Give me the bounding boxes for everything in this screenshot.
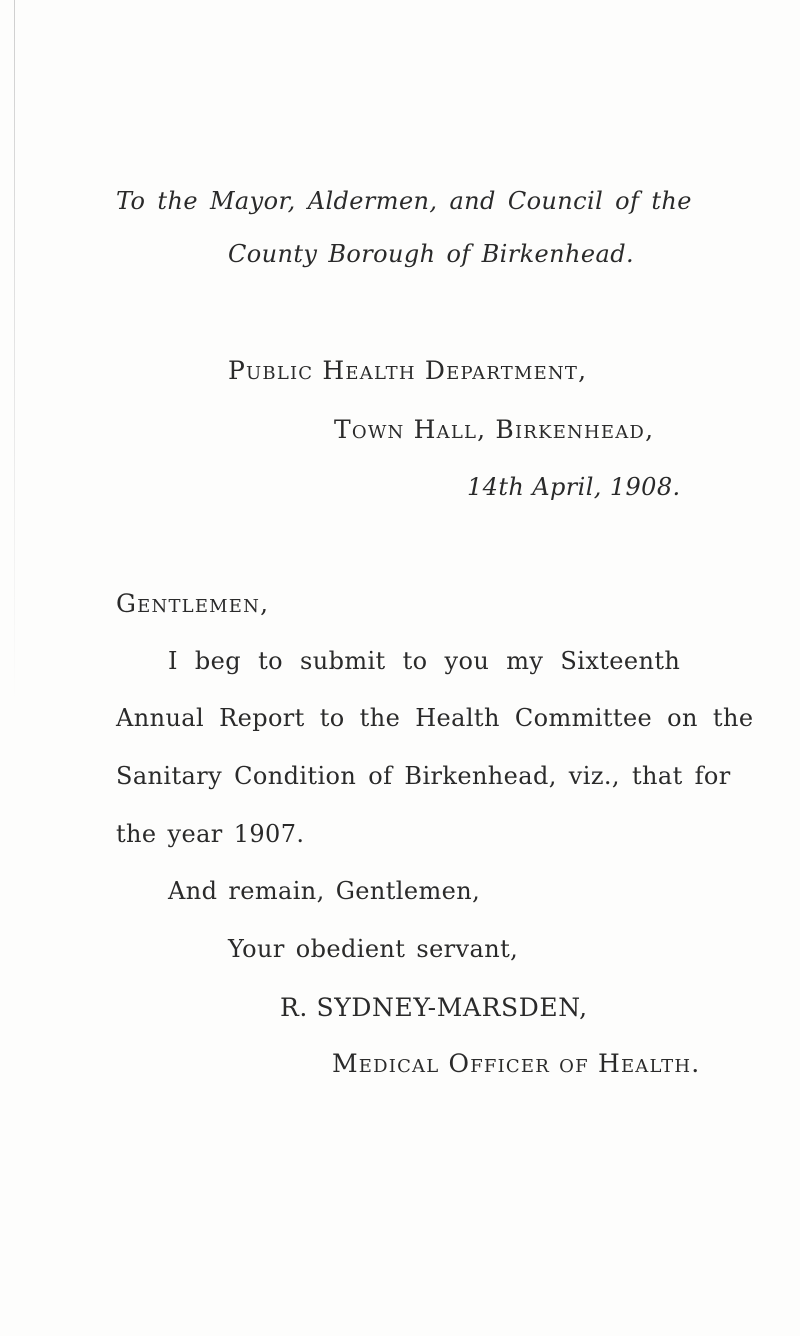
page-edge-shadow xyxy=(14,0,15,700)
address-line: Town Hall, Birkenhead, xyxy=(334,415,655,444)
closing-line-1: And remain, Gentlemen, xyxy=(168,877,481,905)
signature: R. SYDNEY-MARSDEN, xyxy=(280,993,588,1022)
signatory-title: Medical Officer of Health. xyxy=(332,1049,701,1078)
salutation: Gentlemen, xyxy=(116,589,270,618)
closing-line-2: Your obedient servant, xyxy=(228,935,519,963)
body-line-2: Annual Report to the Health Committee on the xyxy=(116,704,754,732)
body-line-3: Sanitary Condition of Birkenhead, viz., that for xyxy=(116,762,731,790)
addressee-line-2: County Borough of Birkenhead. xyxy=(228,240,634,268)
department-heading: Public Health Department, xyxy=(228,356,588,385)
body-line-4: the year 1907. xyxy=(116,820,305,848)
addressee-line-1: To the Mayor, Aldermen, and Council of the xyxy=(116,187,692,215)
letter-date: 14th April, 1908. xyxy=(467,473,681,501)
body-line-1: I beg to submit to you my Sixteenth xyxy=(168,647,681,675)
